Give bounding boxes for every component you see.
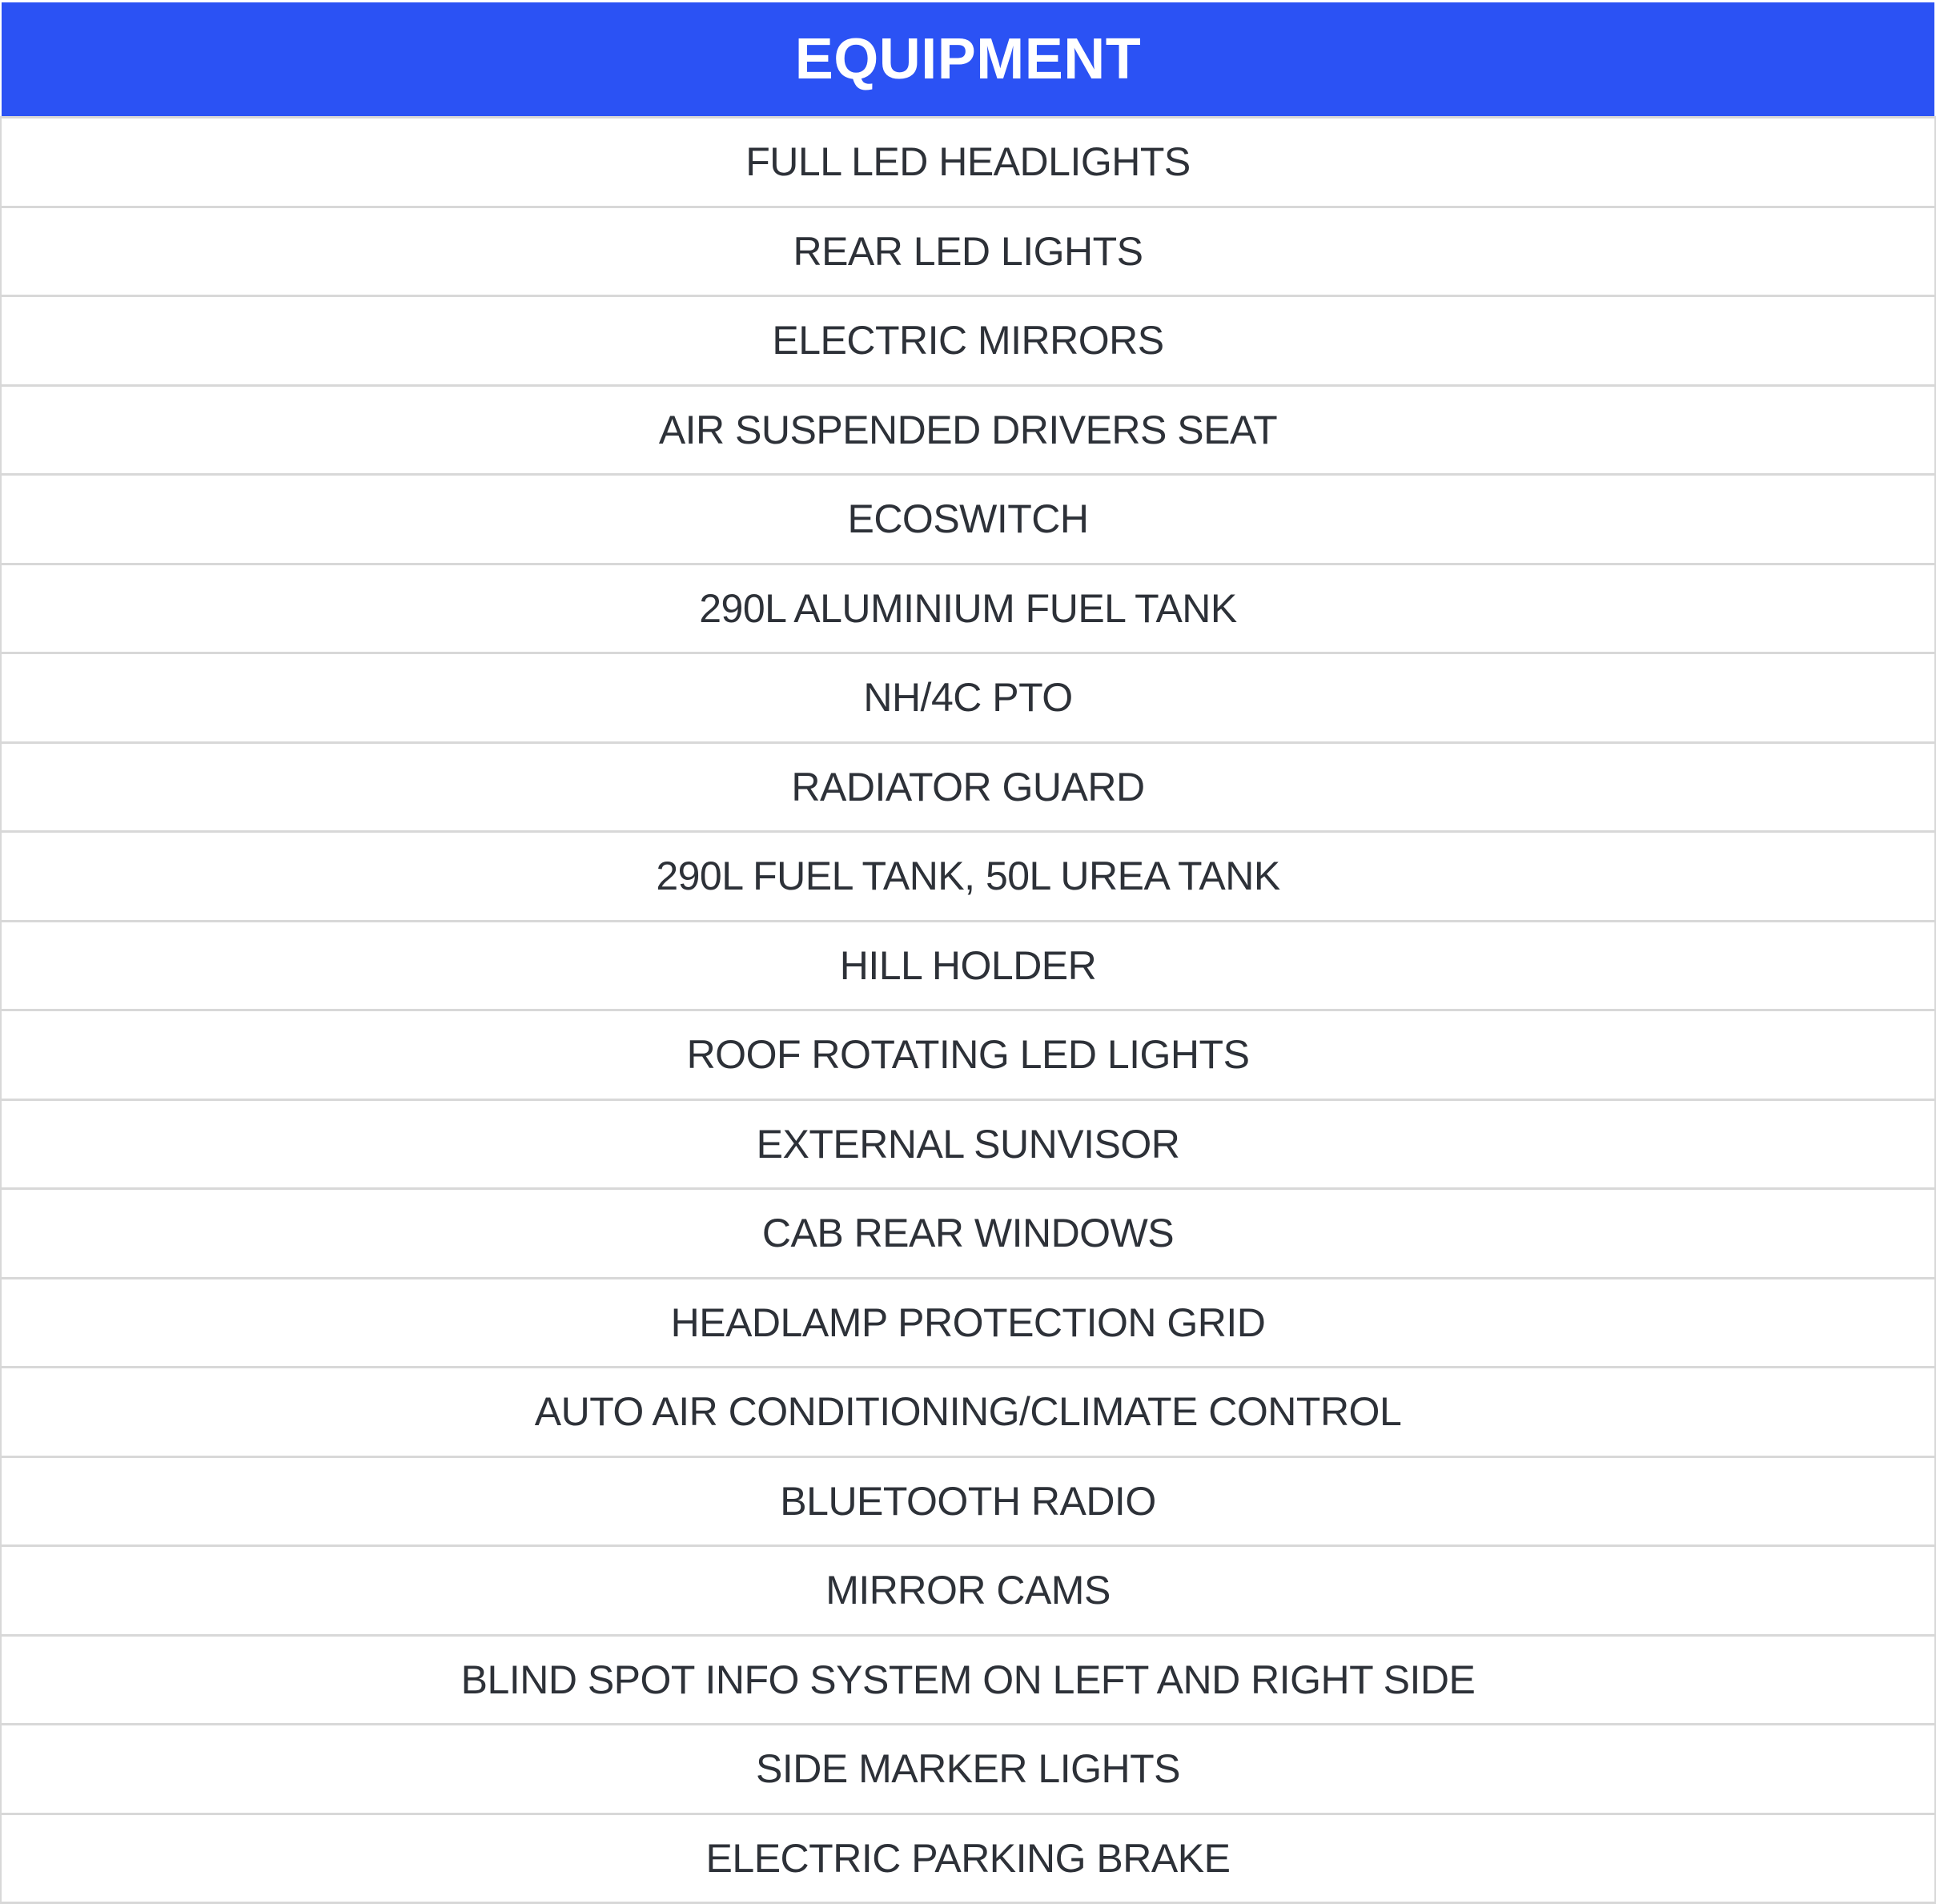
equipment-table	[0, 2, 1936, 1904]
table-row-auto-air-conditioning-climate-control: AUTO AIR CONDITIONING/CLIMATE CONTROL	[2, 1368, 1934, 1458]
table-row-290l-aluminium-fuel-tank: 290L ALUMINIUM FUEL TANK	[2, 565, 1934, 655]
table-row-electric-mirrors: ELECTRIC MIRRORS	[2, 297, 1934, 387]
table-row-rear-led-lights: REAR LED LIGHTS	[2, 208, 1934, 298]
table-row-air-suspended-drivers-seat: AIR SUSPENDED DRIVERS SEAT	[2, 387, 1934, 476]
table-row-roof-rotating-led-lights: ROOF ROTATING LED LIGHTS	[2, 1011, 1934, 1101]
table-body	[0, 116, 1936, 1904]
table-row-bluetooth-radio: BLUETOOTH RADIO	[2, 1458, 1934, 1548]
table-row-external-sunvisor: EXTERNAL SUNVISOR	[2, 1101, 1934, 1191]
table-row-electric-parking-brake: ELECTRIC PARKING BRAKE	[2, 1815, 1934, 1904]
table-row-hill-holder: HILL HOLDER	[2, 922, 1934, 1012]
table-row-cab-rear-windows: CAB REAR WINDOWS	[2, 1190, 1934, 1279]
table-row-radiator-guard: RADIATOR GUARD	[2, 744, 1934, 834]
table-row-290l-fuel-tank-50l-urea-tank: 290L FUEL TANK, 50L UREA TANK	[2, 833, 1934, 922]
table-row-mirror-cams: MIRROR CAMS	[2, 1547, 1934, 1637]
table-row-full-led-headlights: FULL LED HEADLIGHTS	[2, 118, 1934, 208]
table-row-blind-spot-info-system: BLIND SPOT INFO SYSTEM ON LEFT AND RIGHT SIDE	[2, 1637, 1934, 1726]
table-row-headlamp-protection-grid: HEADLAMP PROTECTION GRID	[2, 1279, 1934, 1369]
table-row-side-marker-lights: SIDE MARKER LIGHTS	[2, 1725, 1934, 1815]
table-row-nh4c-pto: NH/4C PTO	[2, 654, 1934, 744]
table-header-equipment: EQUIPMENT	[2, 2, 1934, 116]
table-row-ecoswitch: ECOSWITCH	[2, 476, 1934, 565]
